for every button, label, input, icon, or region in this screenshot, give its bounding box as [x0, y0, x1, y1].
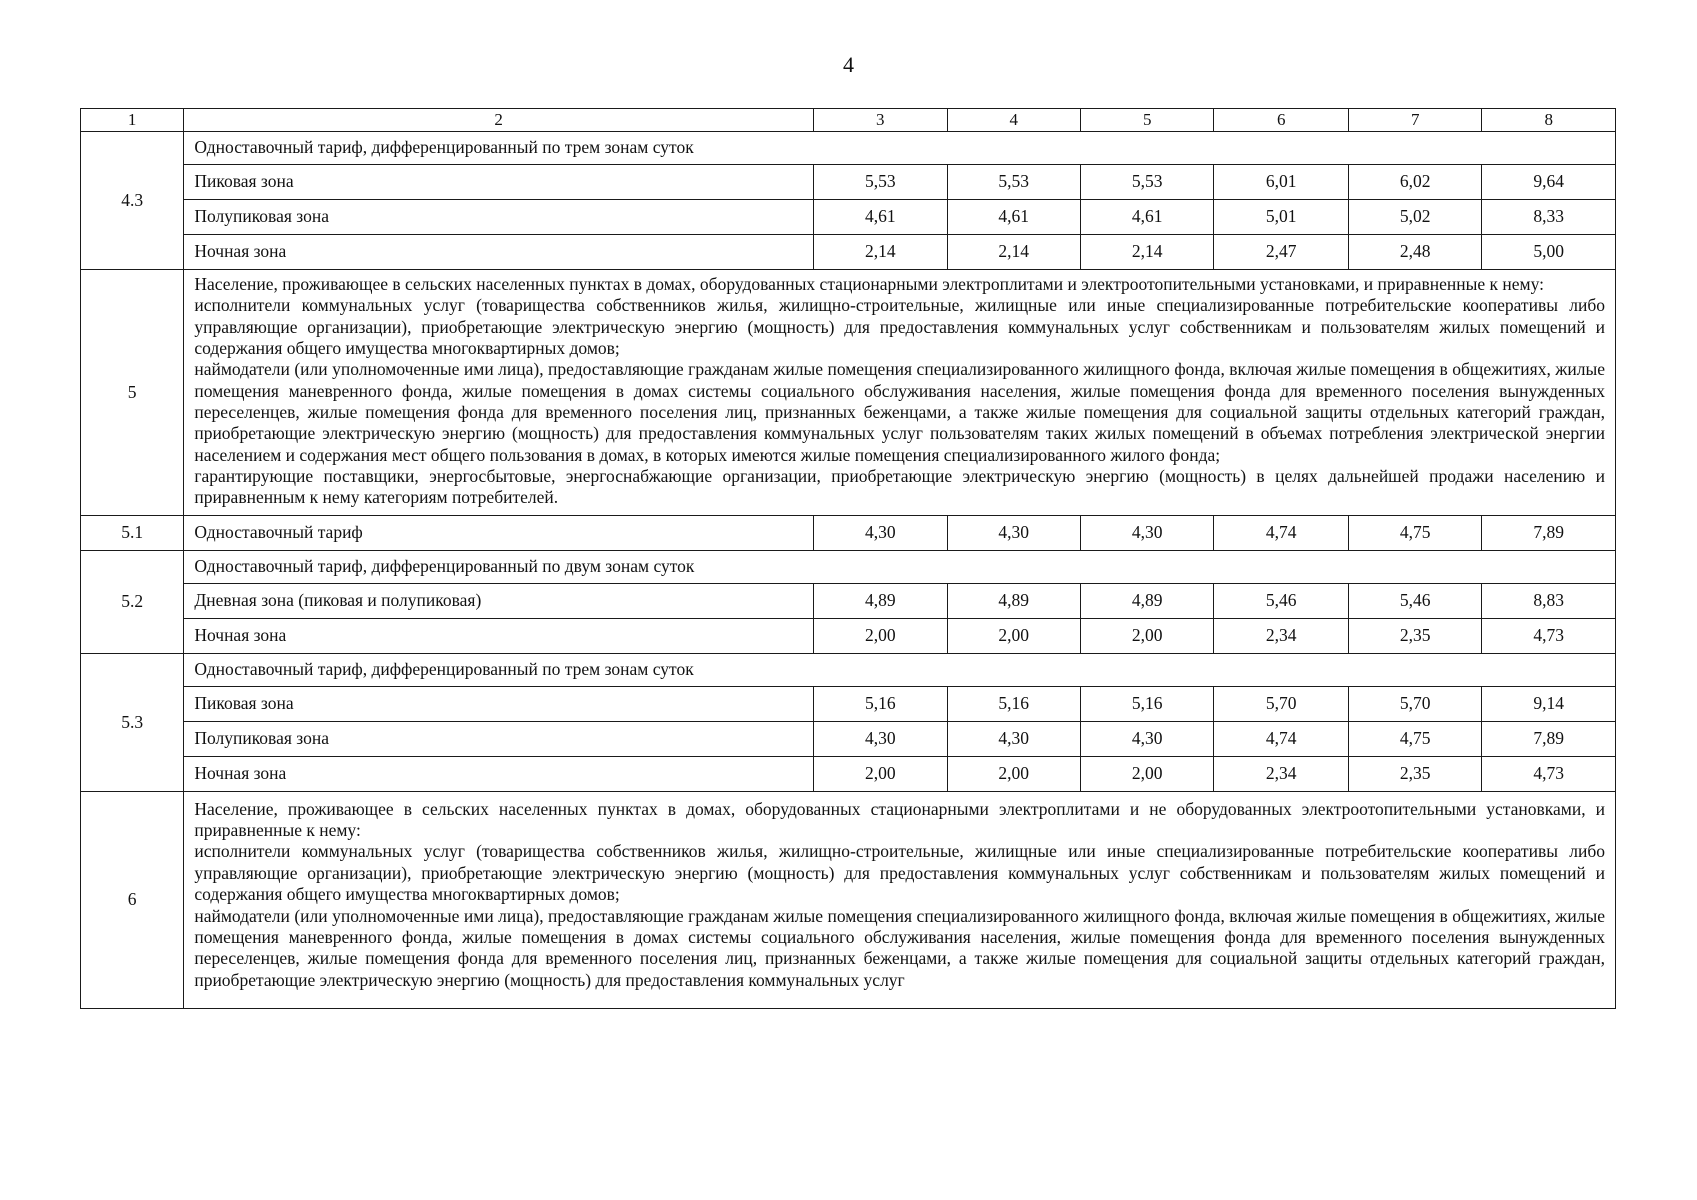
- tariff-value: 4,89: [814, 583, 947, 618]
- table-row: [81, 270, 1616, 516]
- description-paragraph: гарантирующие поставщики, энергосбытовые, энергоснабжающие организации, приобретающие электрическую энергию (мощность) в целях дальнейшей продажи населению и приравненным к нему категориям потребителей.: [194, 466, 1605, 508]
- tariff-value: 9,64: [1482, 165, 1616, 200]
- column-header: 1: [81, 109, 184, 132]
- tariff-value: 4,74: [1214, 515, 1349, 550]
- row-label: Ночная зона: [184, 618, 814, 653]
- tariff-value: 5,46: [1214, 583, 1349, 618]
- tariff-value: 4,61: [947, 200, 1080, 235]
- tariff-value: 2,00: [814, 618, 947, 653]
- tariff-value: 5,70: [1214, 686, 1349, 721]
- tariff-value: 5,53: [947, 165, 1080, 200]
- tariff-value: 2,00: [1080, 618, 1213, 653]
- page-number: 4: [843, 52, 854, 77]
- tariff-value: 2,48: [1348, 235, 1481, 270]
- tariff-value: 2,00: [947, 618, 1080, 653]
- row-number: 5.3: [81, 653, 184, 791]
- tariff-value: 7,89: [1482, 515, 1616, 550]
- tariff-value: 7,89: [1482, 721, 1616, 756]
- tariff-value: 2,14: [814, 235, 947, 270]
- tariff-value: 2,34: [1214, 756, 1349, 791]
- tariff-value: 6,02: [1348, 165, 1481, 200]
- table-row: [81, 165, 1616, 200]
- table-row: [81, 618, 1616, 653]
- tariff-value: 5,16: [814, 686, 947, 721]
- row-label: Дневная зона (пиковая и полупиковая): [184, 583, 814, 618]
- column-header: 7: [1348, 109, 1481, 132]
- tariff-value: 2,14: [947, 235, 1080, 270]
- description-paragraph: Население, проживающее в сельских населенных пунктах в домах, оборудованных стационарными электроплитами и электроотопительными установками, и приравненные к нему:: [194, 274, 1544, 294]
- row-title: Одноставочный тариф, дифференцированный по двум зонам суток: [184, 550, 1616, 583]
- table-row: [81, 515, 1616, 550]
- tariff-value: 4,30: [814, 515, 947, 550]
- row-title: Одноставочный тариф, дифференцированный по трем зонам суток: [184, 132, 1616, 165]
- tariff-value: 4,30: [1080, 721, 1213, 756]
- description-paragraph: Население, проживающее в сельских населенных пунктах в домах, оборудованных стационарными электроплитами и не оборудованных электроотопительными установками, и приравненные к нему:: [194, 798, 1605, 841]
- column-header: 2: [184, 109, 814, 132]
- row-number: 5.2: [81, 550, 184, 653]
- row-label: Пиковая зона: [184, 686, 814, 721]
- tariff-value: 2,00: [1080, 756, 1213, 791]
- tariff-value: 8,33: [1482, 200, 1616, 235]
- description-paragraph: наймодатели (или уполномоченные ими лица), предоставляющие гражданам жилые помещения специализированного жилищного фонда, включая жилые помещения в общежитиях, жилые помещения маневренного фонда, жилые помещения в домах системы социального обслуживания населения, жилые помещения фонда для временного поселения вынужденных переселенцев, жилые помещения фонда для временного поселения лиц, признанных беженцами, а также жилые помещения для социальной защиты отдельных категорий граждан, приобретающие электрическую энергию (мощность) для предоставления коммунальных услуг пользователям таких жилых помещений в объемах потребления электрической энергии населением и содержания мест общего пользования в домах, в которых имеются жилые помещения специализированного жилого фонда;: [194, 359, 1605, 465]
- row-label: Ночная зона: [184, 235, 814, 270]
- row-number: 6: [81, 791, 184, 1008]
- tariff-value: 2,14: [1080, 235, 1213, 270]
- tariff-value: 5,70: [1348, 686, 1481, 721]
- table-row: [81, 686, 1616, 721]
- description-paragraph: исполнители коммунальных услуг (товарищества собственников жилья, жилищно-строительные, жилищные или иные специализированные потребительские кооперативы либо управляющие организации), приобретающие электрическую энергию (мощность) для предоставления коммунальных услуг собственникам и пользователям жилых помещений и содержания общего имущества многоквартирных домов;: [194, 841, 1605, 905]
- tariff-value: 5,16: [947, 686, 1080, 721]
- tariff-value: 2,35: [1348, 756, 1481, 791]
- tariff-value: 4,89: [947, 583, 1080, 618]
- table-row: [81, 653, 1616, 686]
- tariff-value: 5,53: [814, 165, 947, 200]
- tariff-value: 2,34: [1214, 618, 1349, 653]
- tariff-value: 4,74: [1214, 721, 1349, 756]
- row-number: 5.1: [81, 515, 184, 550]
- tariff-table: [80, 108, 1616, 1009]
- tariff-value: 5,01: [1214, 200, 1349, 235]
- column-header-row: [81, 109, 1616, 132]
- tariff-value: 4,30: [1080, 515, 1213, 550]
- tariff-value: 4,75: [1348, 721, 1481, 756]
- description-paragraph: исполнители коммунальных услуг (товарищества собственников жилья, жилищно-строительные, жилищные или иные специализированные потребительские кооперативы либо управляющие организации), приобретающие электрическую энергию (мощность) для предоставления коммунальных услуг собственникам и пользователям жилых помещений и содержания общего имущества многоквартирных домов;: [194, 295, 1605, 359]
- tariff-value: 4,73: [1482, 756, 1616, 791]
- tariff-value: 5,16: [1080, 686, 1213, 721]
- row-label: Полупиковая зона: [184, 200, 814, 235]
- row-label: Ночная зона: [184, 756, 814, 791]
- category-description: [184, 791, 1616, 1008]
- column-header: 6: [1214, 109, 1349, 132]
- column-header: 5: [1080, 109, 1213, 132]
- table-row: [81, 756, 1616, 791]
- tariff-value: 2,35: [1348, 618, 1481, 653]
- tariff-value: 9,14: [1482, 686, 1616, 721]
- tariff-value: 2,47: [1214, 235, 1349, 270]
- table-row: [81, 132, 1616, 165]
- tariff-value: 8,83: [1482, 583, 1616, 618]
- tariff-value: 4,89: [1080, 583, 1213, 618]
- table-row: [81, 583, 1616, 618]
- row-title: Одноставочный тариф, дифференцированный по трем зонам суток: [184, 653, 1616, 686]
- tariff-value: 2,00: [947, 756, 1080, 791]
- row-label: Полупиковая зона: [184, 721, 814, 756]
- column-header: 4: [947, 109, 1080, 132]
- table-row: [81, 791, 1616, 1008]
- table-row: [81, 721, 1616, 756]
- tariff-value: 4,30: [947, 515, 1080, 550]
- row-label: Одноставочный тариф: [184, 515, 814, 550]
- tariff-value: 4,30: [814, 721, 947, 756]
- description-paragraph: наймодатели (или уполномоченные ими лица), предоставляющие гражданам жилые помещения специализированного жилищного фонда, включая жилые помещения в общежитиях, жилые помещения маневренного фонда, жилые помещения в домах системы социального обслуживания населения, жилые помещения фонда для временного поселения вынужденных переселенцев, жилые помещения фонда для временного поселения лиц, признанных беженцами, а также жилые помещения для социальной защиты отдельных категорий граждан, приобретающие электрическую энергию (мощность) для предоставления коммунальных услуг: [194, 905, 1605, 990]
- tariff-value: 2,00: [814, 756, 947, 791]
- tariff-value: 5,53: [1080, 165, 1213, 200]
- tariff-value: 5,46: [1348, 583, 1481, 618]
- tariff-value: 4,75: [1348, 515, 1481, 550]
- column-header: 3: [814, 109, 947, 132]
- tariff-value: 4,30: [947, 721, 1080, 756]
- row-number: 5: [81, 270, 184, 516]
- row-label: Пиковая зона: [184, 165, 814, 200]
- tariff-value: 4,61: [814, 200, 947, 235]
- category-description: [184, 270, 1616, 516]
- tariff-value: 5,00: [1482, 235, 1616, 270]
- table-row: [81, 200, 1616, 235]
- table-row: [81, 550, 1616, 583]
- column-header: 8: [1482, 109, 1616, 132]
- tariff-value: 6,01: [1214, 165, 1349, 200]
- table-row: [81, 235, 1616, 270]
- tariff-value: 4,61: [1080, 200, 1213, 235]
- tariff-value: 5,02: [1348, 200, 1481, 235]
- tariff-value: 4,73: [1482, 618, 1616, 653]
- row-number: 4.3: [81, 132, 184, 270]
